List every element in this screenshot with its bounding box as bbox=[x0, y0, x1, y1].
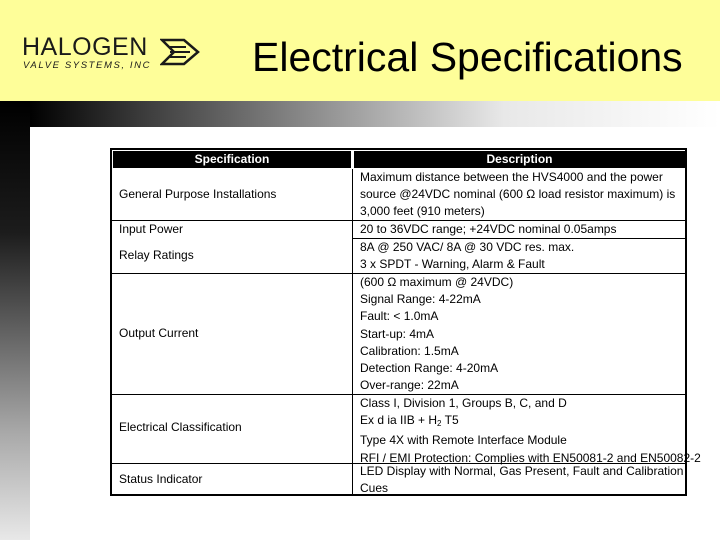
desc-line: Over-range: 22mA bbox=[360, 378, 459, 393]
company-logo bbox=[22, 34, 202, 78]
desc-line: 8A @ 250 VAC/ 8A @ 30 VDC res. max. bbox=[360, 240, 575, 254]
desc-line: Type 4X with Remote Interface Module bbox=[360, 433, 567, 448]
desc-line: Class I, Division 1, Groups B, C, and D bbox=[360, 396, 567, 410]
desc-line: Fault: < 1.0mA bbox=[360, 309, 439, 324]
desc-line: (600 Ω maximum @ 24VDC) bbox=[360, 275, 514, 289]
desc-line: Cues bbox=[360, 481, 389, 496]
desc-line: Start-up: 4mA bbox=[360, 326, 435, 341]
desc-line: 3 x SPDT - Warning, Alarm & Fault bbox=[360, 257, 545, 272]
header-banner bbox=[0, 0, 720, 101]
column-header-description: Description bbox=[354, 151, 685, 168]
spec-general-purpose: General Purpose Installations bbox=[119, 187, 277, 201]
column-header-specification: Specification bbox=[113, 151, 351, 168]
table-header bbox=[112, 150, 685, 169]
spec-input-power: Input Power bbox=[119, 222, 184, 236]
spec-relay-ratings: Relay Ratings bbox=[119, 248, 194, 262]
desc-relay-ratings bbox=[360, 239, 682, 273]
desc-line: RFI / EMI Protection: Complies with EN50081-2 and EN50082-2 bbox=[360, 450, 701, 465]
specifications-table bbox=[110, 148, 701, 496]
desc-line: Maximum distance between the HVS4000 and the power bbox=[360, 170, 663, 184]
desc-subscript: 2 bbox=[437, 419, 442, 429]
desc-general-purpose bbox=[360, 169, 682, 221]
desc-line: 3,000 feet (910 meters) bbox=[360, 204, 485, 219]
desc-text: Ex d ia IIB + H bbox=[360, 413, 438, 428]
desc-electrical-classification bbox=[360, 395, 701, 467]
desc-line: Calibration: 1.5mA bbox=[360, 343, 459, 358]
logo-arrow-icon bbox=[160, 38, 200, 66]
spec-electrical-classification: Electrical Classification bbox=[119, 420, 242, 434]
header-gradient-bar bbox=[0, 101, 720, 127]
desc-line: Signal Range: 4-22mA bbox=[360, 292, 481, 307]
desc-line: LED Display with Normal, Gas Present, Fault and Calibration bbox=[360, 464, 684, 478]
desc-input-power bbox=[360, 221, 682, 238]
left-gradient-bar bbox=[0, 101, 30, 540]
desc-line bbox=[360, 412, 682, 432]
desc-output-current bbox=[360, 274, 682, 394]
spec-output-current: Output Current bbox=[119, 326, 199, 340]
desc-text: T5 bbox=[441, 413, 459, 428]
desc-status-indicator bbox=[360, 463, 682, 497]
logo-subtitle: VALVE SYSTEMS, INC bbox=[23, 60, 152, 71]
logo-wordmark: HALOGEN bbox=[22, 33, 148, 61]
desc-line: source @24VDC nominal (600 Ω load resistor maximum) is bbox=[360, 187, 676, 202]
desc-line: 20 to 36VDC range; +24VDC nominal 0.05amps bbox=[360, 222, 617, 236]
page-title: Electrical Specifications bbox=[252, 34, 683, 80]
desc-line: Detection Range: 4-20mA bbox=[360, 361, 499, 376]
column-divider bbox=[352, 169, 353, 494]
spec-status-indicator: Status Indicator bbox=[119, 472, 203, 486]
